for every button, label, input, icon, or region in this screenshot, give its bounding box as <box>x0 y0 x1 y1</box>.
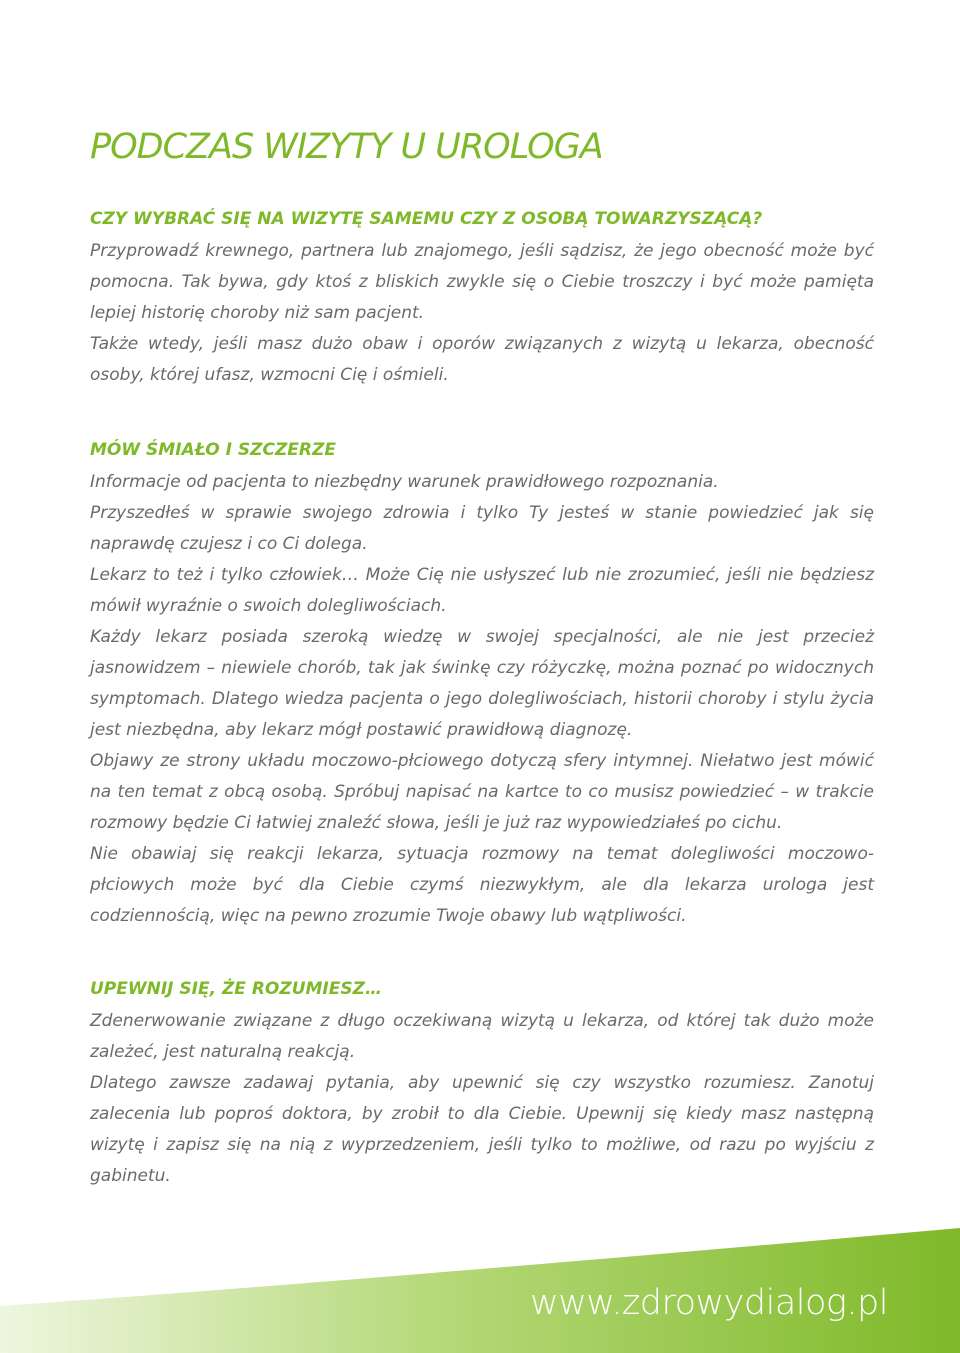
footer-url[interactable]: www.zdrowydialog.pl <box>530 1283 888 1323</box>
paragraph: Objawy ze strony układu moczowo-płciowego dotyczą sfery intymnej. Niełatwo jest mówić na ten temat z obcą osobą. Spróbuj napisać na kartce to co musisz powiedzieć – w trakcie rozmowy będzie Ci łatwiej znaleźć słowa, jeśli je już raz wypowiedziałeś po cichu. <box>90 751 874 833</box>
section-heading-speak-openly: MÓW ŚMIAŁO I SZCZERZE <box>90 440 336 460</box>
section-body-speak-openly <box>90 467 874 932</box>
paragraph: Zdenerwowanie związane z długo oczekiwaną wizytą u lekarza, od której tak dużo może zależeć, jest naturalną reakcją. <box>90 1011 874 1062</box>
section-heading-companion: CZY WYBRAĆ SIĘ NA WIZYTĘ SAMEMU CZY Z OSOBĄ TOWARZYSZĄCĄ? <box>90 209 763 229</box>
section-heading-make-sure: UPEWNIJ SIĘ, ŻE ROZUMIESZ… <box>90 979 382 999</box>
paragraph: Przyszedłeś w sprawie swojego zdrowia i tylko Ty jesteś w stanie powiedzieć jak się naprawdę czujesz i co Ci dolega. <box>90 503 874 554</box>
section-body-make-sure <box>90 1006 874 1192</box>
paragraph: Dlatego zawsze zadawaj pytania, aby upewnić się czy wszystko rozumiesz. Zanotuj zalecenia lub poproś doktora, by zrobił to dla Ciebie. Upewnij się kiedy masz następną wizytę i zapisz się na nią z wyprzedzeniem, jeśli tylko to możliwe, od razu po wyjściu z gabinetu. <box>90 1073 874 1186</box>
paragraph: Każdy lekarz posiada szeroką wiedzę w swojej specjalności, ale nie jest przecież jasnowidzem – niewiele chorób, tak jak świnkę czy różyczkę, można poznać po widocznych symptomach. Dlatego wiedza pacjenta o jego dolegliwościach, historii choroby i stylu życia jest niezbędna, aby lekarz mógł postawić prawidłową diagnozę. <box>90 627 874 740</box>
paragraph: Lekarz to też i tylko człowiek… Może Cię nie usłyszeć lub nie zrozumieć, jeśli nie będziesz mówił wyraźnie o swoich dolegliwościach. <box>90 565 874 616</box>
document-body <box>90 118 874 1192</box>
paragraph: Także wtedy, jeśli masz dużo obaw i oporów związanych z wizytą u lekarza, obecność osoby, której ufasz, wzmocni Cię i ośmieli. <box>90 334 874 385</box>
footer-band <box>0 1228 960 1353</box>
paragraph: Nie obawiaj się reakcji lekarza, sytuacja rozmowy na temat dolegliwości moczowo-płciowych może być dla Ciebie czymś niezwykłym, ale dla lekarza urologa jest codziennością, więc na pewno zrozumie Twoje obawy lub wątpliwości. <box>90 844 874 926</box>
paragraph: Przyprowadź krewnego, partnera lub znajomego, jeśli sądzisz, że jego obecność może być pomocna. Tak bywa, gdy ktoś z bliskich zwykle się o Ciebie troszczy i być może pamięta lepiej historię choroby niż sam pacjent. <box>90 241 874 323</box>
paragraph: Informacje od pacjenta to niezbędny warunek prawidłowego rozpoznania. <box>90 472 719 492</box>
section-body-companion <box>90 236 874 391</box>
page-title: PODCZAS WIZYTY U UROLOGA <box>90 127 603 167</box>
